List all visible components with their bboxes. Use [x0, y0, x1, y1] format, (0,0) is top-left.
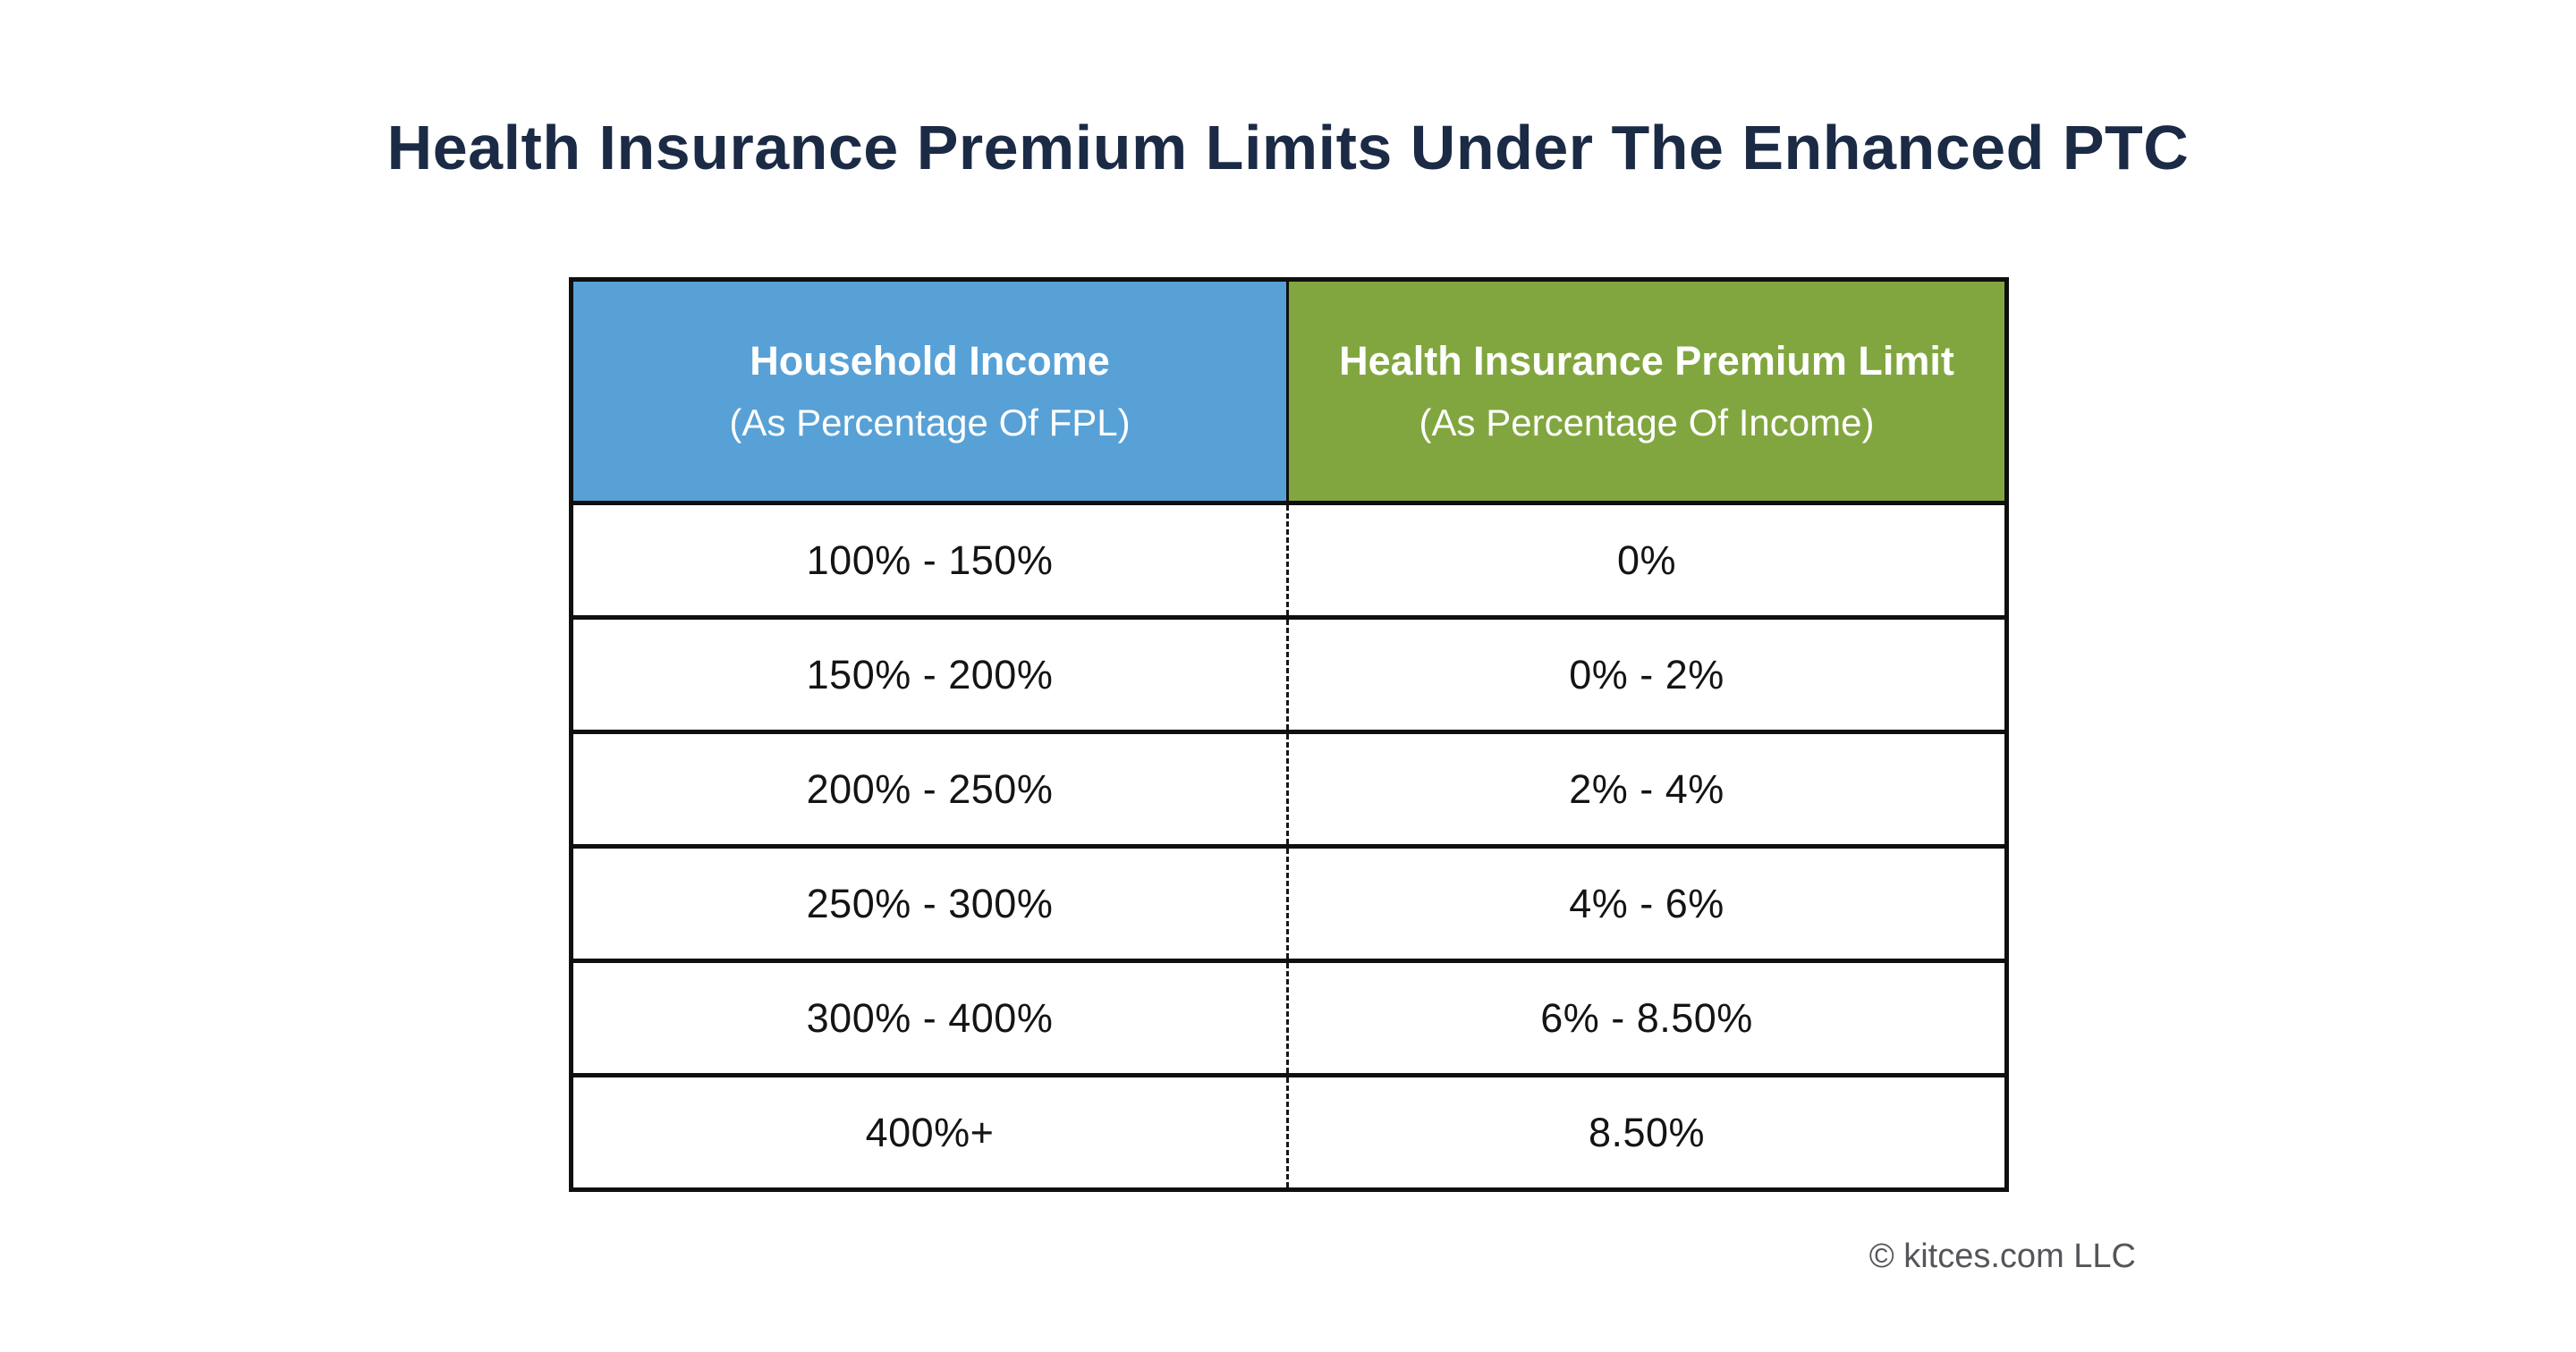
- header-cell-household-income: [573, 282, 1289, 501]
- income-range-cell: 300% - 400%: [573, 963, 1289, 1073]
- table-row: [573, 1073, 2004, 1187]
- premium-limit-cell: 2% - 4%: [1569, 765, 1724, 812]
- premium-limit-header-label: Health Insurance Premium Limit: [1339, 337, 1954, 384]
- income-range-cell: 250% - 300%: [573, 849, 1289, 959]
- household-income-header-label: Household Income: [750, 337, 1110, 384]
- footer-credit: © kitces.com LLC: [1868, 1238, 2136, 1275]
- premium-limit-cell: 4% - 6%: [1569, 880, 1724, 926]
- premium-limit-cell: 6% - 8.50%: [1540, 994, 1753, 1041]
- premium-limit-header-sublabel: (As Percentage Of Income): [1419, 401, 1875, 444]
- table-row: [573, 615, 2004, 730]
- income-range-cell: 150% - 200%: [573, 620, 1289, 730]
- table-row: [573, 501, 2004, 615]
- table-row: [573, 844, 2004, 959]
- table-row: [573, 959, 2004, 1073]
- table-row: [573, 730, 2004, 844]
- premium-limits-table: [569, 277, 2009, 1192]
- premium-limit-cell: 0% - 2%: [1569, 651, 1724, 697]
- income-range-cell: 400%+: [573, 1077, 1289, 1187]
- income-range-cell: 100% - 150%: [573, 505, 1289, 615]
- table-header-row: [573, 282, 2004, 501]
- income-range-cell: 200% - 250%: [573, 734, 1289, 844]
- household-income-header-sublabel: (As Percentage Of FPL): [729, 401, 1131, 444]
- premium-limit-cell: 0%: [1616, 537, 1677, 583]
- premium-limit-cell: 8.50%: [1588, 1109, 1706, 1155]
- page-title: Health Insurance Premium Limits Under The Enhanced PTC: [386, 113, 2190, 182]
- header-cell-premium-limit: [1289, 282, 2004, 501]
